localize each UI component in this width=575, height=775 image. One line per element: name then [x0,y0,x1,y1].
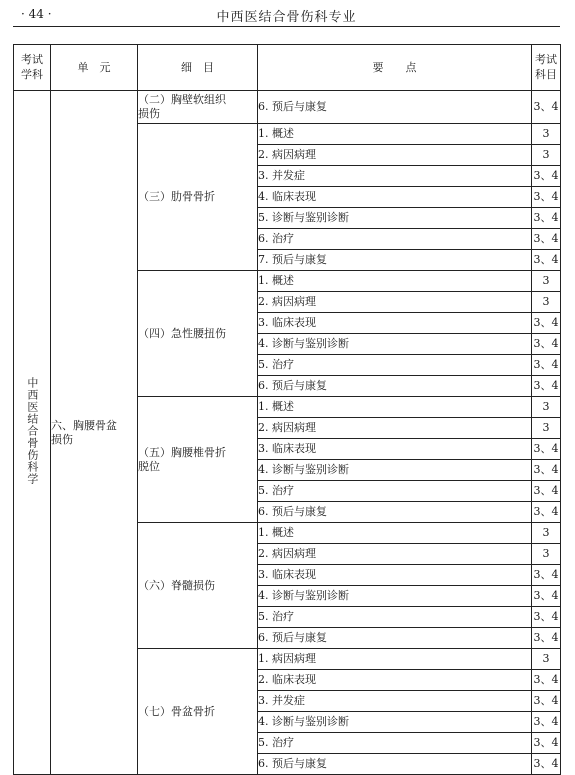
section-label: （五）胸腰椎骨折 脱位 [138,445,226,473]
unit-label: 六、胸腰骨盆 损伤 [51,418,117,446]
exam-subject-cell: 3 [532,544,561,565]
point-cell: 1. 概述 [258,397,532,418]
point-cell: 6. 治疗 [258,229,532,250]
exam-subject-cell: 3、4 [532,208,561,229]
exam-subject-cell: 3、4 [532,733,561,754]
exam-subject-cell: 3 [532,271,561,292]
point-cell: 2. 病因病理 [258,418,532,439]
point-cell: 1. 病因病理 [258,649,532,670]
section-cell [138,271,258,397]
col-header-subject [14,45,51,91]
exam-subject-cell: 3、4 [532,229,561,250]
exam-subject-cell: 3、4 [532,460,561,481]
point-cell: 5. 诊断与鉴别诊断 [258,208,532,229]
point-cell: 5. 治疗 [258,733,532,754]
point-cell: 4. 诊断与鉴别诊断 [258,334,532,355]
col-header-points-label: 要 点 [372,60,417,74]
col-header-exam-label: 考试 科目 [535,53,557,81]
exam-subject-cell: 3、4 [532,754,561,775]
exam-subject-cell: 3、4 [532,187,561,208]
exam-subject-cell: 3、4 [532,355,561,376]
page-header [13,0,560,26]
point-cell: 1. 概述 [258,523,532,544]
point-cell: 1. 概述 [258,271,532,292]
point-cell: 2. 病因病理 [258,292,532,313]
point-cell: 5. 治疗 [258,607,532,628]
point-cell: 1. 概述 [258,124,532,145]
point-cell: 6. 预后与康复 [258,376,532,397]
header-rule [13,26,560,27]
section-cell [138,523,258,649]
col-header-item-label: 细 目 [181,60,214,74]
point-cell: 3. 临床表现 [258,565,532,586]
section-label: （六）脊髓损伤 [138,578,215,592]
col-header-item [138,45,258,91]
exam-subject-cell: 3、4 [532,481,561,502]
exam-subject-cell: 3 [532,124,561,145]
exam-subject-cell: 3 [532,397,561,418]
point-cell: 5. 治疗 [258,481,532,502]
point-cell: 3. 并发症 [258,691,532,712]
table-body [14,91,561,775]
exam-subject-cell: 3、4 [532,166,561,187]
exam-subject-cell: 3、4 [532,712,561,733]
exam-subject-cell: 3、4 [532,91,561,124]
exam-subject-cell: 3、4 [532,691,561,712]
table-row [14,91,561,124]
col-header-subject-label: 考试 学科 [21,53,43,81]
section-label: （七）骨盆骨折 [138,704,215,718]
exam-subject-cell: 3、4 [532,670,561,691]
section-cell [138,91,258,124]
section-cell [138,397,258,523]
col-header-unit [51,45,138,91]
exam-subject-cell: 3、4 [532,439,561,460]
subject-label: 中西医结合骨伤科学 [25,376,39,485]
exam-subject-cell: 3 [532,418,561,439]
syllabus-table [13,44,561,775]
exam-subject-cell: 3、4 [532,502,561,523]
unit-cell [51,91,138,775]
section-label: （三）肋骨骨折 [138,190,215,204]
exam-subject-cell: 3 [532,523,561,544]
running-title: 中西医结合骨伤科专业 [216,10,357,25]
point-cell: 4. 诊断与鉴别诊断 [258,712,532,733]
point-cell: 2. 病因病理 [258,544,532,565]
exam-subject-cell: 3、4 [532,607,561,628]
page-number: · 44 · [21,7,52,21]
point-cell: 2. 病因病理 [258,145,532,166]
point-cell: 4. 诊断与鉴别诊断 [258,586,532,607]
exam-subject-cell: 3 [532,145,561,166]
point-cell: 6. 预后与康复 [258,91,532,124]
point-cell: 7. 预后与康复 [258,250,532,271]
section-cell [138,124,258,271]
point-cell: 4. 临床表现 [258,187,532,208]
point-cell: 6. 预后与康复 [258,628,532,649]
point-cell: 2. 临床表现 [258,670,532,691]
exam-subject-cell: 3、4 [532,334,561,355]
exam-subject-cell: 3、4 [532,586,561,607]
section-label: （二）胸壁软组织 损伤 [138,93,226,120]
exam-subject-cell: 3 [532,649,561,670]
exam-subject-cell: 3 [532,292,561,313]
exam-subject-cell: 3、4 [532,565,561,586]
col-header-points [258,45,532,91]
table-header-row [14,45,561,91]
point-cell: 6. 预后与康复 [258,502,532,523]
point-cell: 6. 预后与康复 [258,754,532,775]
section-label: （四）急性腰扭伤 [138,326,226,340]
col-header-exam [532,45,561,91]
point-cell: 3. 临床表现 [258,313,532,334]
subject-cell [14,91,51,775]
exam-subject-cell: 3、4 [532,628,561,649]
point-cell: 5. 治疗 [258,355,532,376]
col-header-unit-label: 单 元 [77,60,111,74]
exam-subject-cell: 3、4 [532,250,561,271]
point-cell: 3. 临床表现 [258,439,532,460]
point-cell: 4. 诊断与鉴别诊断 [258,460,532,481]
point-cell: 3. 并发症 [258,166,532,187]
section-cell [138,649,258,775]
exam-subject-cell: 3、4 [532,313,561,334]
exam-subject-cell: 3、4 [532,376,561,397]
